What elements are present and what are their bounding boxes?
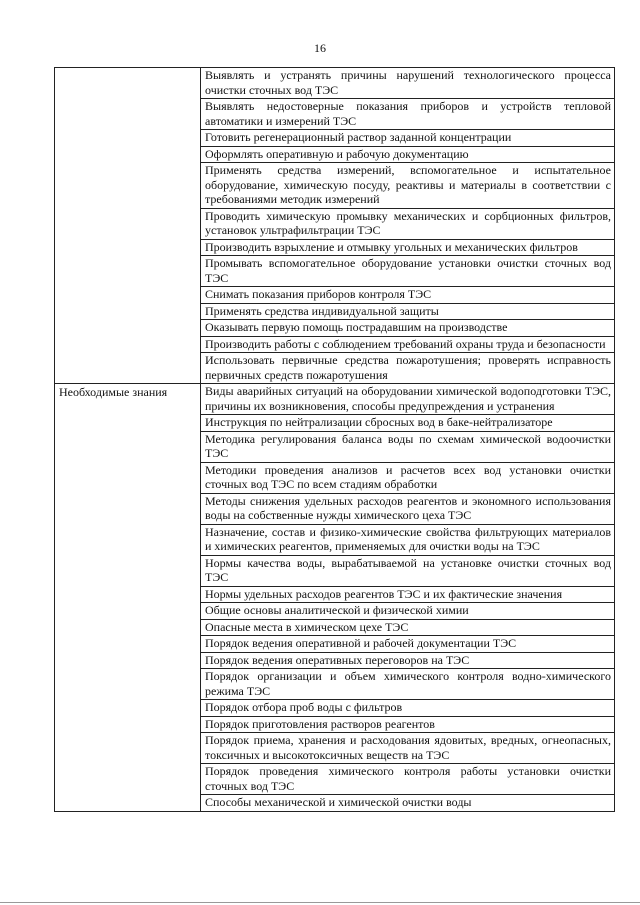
knowledge-item: Порядок организации и объем химического контроля водно-химического режима ТЭС (201, 669, 615, 700)
knowledge-item: Порядок приготовления растворов реагентов (201, 716, 615, 733)
skill-item: Выявлять недостоверные показания приборов и устройств тепловой автоматики и измерений ТЭС (201, 99, 615, 130)
knowledge-item: Нормы удельных расходов реагентов ТЭС и их фактические значения (201, 586, 615, 603)
knowledge-row (55, 384, 615, 415)
skill-item: Оказывать первую помощь пострадавшим на производстве (201, 320, 615, 337)
skill-item: Производить взрыхление и отмывку угольных и механических фильтров (201, 239, 615, 256)
section-label-continued (55, 68, 201, 384)
knowledge-item: Методики проведения анализов и расчетов всех вод установки очистки сточных вод ТЭС по всем стадиям обработки (201, 462, 615, 493)
knowledge-item: Порядок ведения оперативной и рабочей документации ТЭС (201, 636, 615, 653)
skill-item: Оформлять оперативную и рабочую документацию (201, 146, 615, 163)
knowledge-item: Порядок приема, хранения и расходования ядовитых, вредных, огнеопасных, токсичных и высокотоксичных веществ на ТЭС (201, 733, 615, 764)
knowledge-item: Инструкция по нейтрализации сбросных вод в баке-нейтрализаторе (201, 415, 615, 432)
skill-item: Производить работы с соблюдением требований охраны труда и безопасности (201, 336, 615, 353)
knowledge-item: Порядок отбора проб воды с фильтров (201, 700, 615, 717)
skill-row (55, 68, 615, 99)
knowledge-item: Виды аварийных ситуаций на оборудовании химической водоподготовки ТЭС, причины их возникновения, способы предупреждения и устранения (201, 384, 615, 415)
knowledge-item: Способы механической и химической очистки воды (201, 795, 615, 812)
knowledge-item: Методы снижения удельных расходов реагентов и экономного использования воды на собственные нужды химического цеха ТЭС (201, 493, 615, 524)
knowledge-item: Опасные места в химическом цехе ТЭС (201, 619, 615, 636)
skill-item: Применять средства индивидуальной защиты (201, 303, 615, 320)
requirements-table (54, 67, 615, 812)
requirements-table-body (55, 68, 615, 812)
skill-item: Использовать первичные средства пожаротушения; проверять исправность первичных средств пожаротушения (201, 353, 615, 384)
skill-item: Проводить химическую промывку механических и сорбционных фильтров, установок ультрафильтрации ТЭС (201, 208, 615, 239)
knowledge-item: Общие основы аналитической и физической химии (201, 603, 615, 620)
scan-edge (0, 902, 640, 903)
knowledge-item: Методика регулирования баланса воды по схемам химической водоочистки ТЭС (201, 431, 615, 462)
knowledge-item: Назначение, состав и физико-химические свойства фильтрующих материалов и химических реагентов, применяемых для очистки воды на ТЭС (201, 524, 615, 555)
skill-item: Снимать показания приборов контроля ТЭС (201, 287, 615, 304)
skill-item: Готовить регенерационный раствор заданной концентрации (201, 130, 615, 147)
knowledge-section-label: Необходимые знания (55, 384, 201, 812)
knowledge-item: Порядок проведения химического контроля работы установки очистки сточных вод ТЭС (201, 764, 615, 795)
skill-item: Применять средства измерений, вспомогательное и испытательное оборудование, химическую посуду, реактивы и материалы в соответствии с требованиями методик измерений (201, 163, 615, 209)
skill-item: Выявлять и устранять причины нарушений технологического процесса очистки сточных вод ТЭС (201, 68, 615, 99)
knowledge-item: Нормы качества воды, вырабатываемой на установке очистки сточных вод ТЭС (201, 555, 615, 586)
page-number: 16 (314, 41, 326, 55)
knowledge-item: Порядок ведения оперативных переговоров на ТЭС (201, 652, 615, 669)
skill-item: Промывать вспомогательное оборудование установки очистки сточных вод ТЭС (201, 256, 615, 287)
